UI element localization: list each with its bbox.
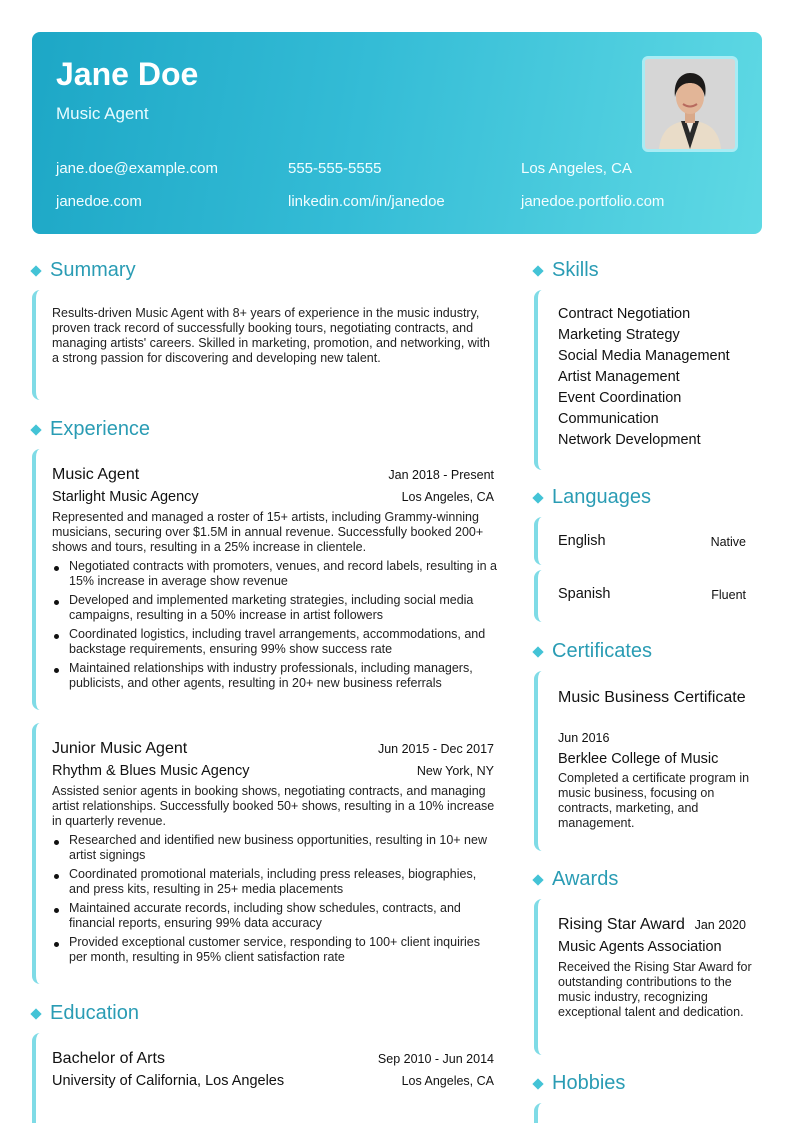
job-company: Rhythm & Blues Music Agency: [52, 763, 250, 779]
job-description: Represented and managed a roster of 15+ artists, including Grammy-winning musicians, securing over $1.5M in annual revenue. Successfully booked 200+ shows and tours, resulting in a 25% increase in clientele.: [52, 510, 484, 554]
hobbies-card: [534, 1103, 762, 1123]
list-item: Coordinated logistics, including travel arrangements, accommodations, and backstage requirements, ensuring 99% show success rate: [52, 627, 498, 657]
list-item: Developed and implemented marketing strategies, including social media campaigns, resulting in a 50% increase in artist followers: [52, 593, 498, 623]
diamond-icon: [532, 874, 543, 885]
job-bullets: [52, 833, 498, 969]
education-dates: Sep 2010 - Jun 2014: [377, 1052, 494, 1066]
awards-heading: [534, 868, 618, 891]
job-title: Music Agent: [52, 466, 140, 483]
job-dates: Jun 2015 - Dec 2017: [377, 742, 494, 756]
education-card: [32, 1033, 498, 1123]
degree-name: Bachelor of Arts: [52, 1050, 165, 1067]
hobbies-heading-label: Hobbies: [552, 1072, 626, 1094]
skills-heading: [534, 259, 599, 282]
language-name: English: [558, 533, 606, 549]
profile-photo: [642, 56, 738, 152]
candidate-name: Jane Doe: [56, 56, 199, 92]
job-location: New York, NY: [416, 764, 494, 778]
diamond-icon: [30, 424, 41, 435]
linkedin-link[interactable]: linkedin.com/in/janedoe: [288, 193, 445, 210]
certificate-issuer: Berklee College of Music: [558, 751, 719, 767]
skills-heading-label: Skills: [552, 259, 599, 281]
skill-item: Network Development: [558, 432, 701, 448]
experience-heading-label: Experience: [50, 418, 151, 440]
email-link[interactable]: jane.doe@example.com: [56, 160, 218, 177]
award-description: Received the Rising Star Award for outstanding contributions to the music industry, recognizing exceptional talent and dedication.: [558, 960, 752, 1019]
job-company: Starlight Music Agency: [52, 489, 199, 505]
awards-heading-label: Awards: [552, 868, 619, 890]
education-heading: [32, 1002, 139, 1025]
summary-card: [32, 290, 498, 400]
skill-item: Social Media Management: [558, 348, 730, 364]
language-card-english: [534, 517, 762, 565]
certificates-heading-label: Certificates: [552, 640, 653, 662]
summary-text: Results-driven Music Agent with 8+ years of experience in the music industry, proven track record of successfully booking tours, negotiating contracts, and managing artists' careers. Skilled in marketing, promotion, and networking, with a strong passion for discovering and developing new talent.: [52, 306, 491, 365]
diamond-icon: [532, 492, 543, 503]
award-card: [534, 899, 762, 1055]
portrait-image: [645, 59, 735, 149]
job-dates: Jan 2018 - Present: [388, 468, 494, 482]
phone-number[interactable]: 555-555-5555: [288, 160, 382, 177]
skill-item: Artist Management: [558, 369, 680, 385]
skills-card: [534, 290, 762, 470]
certificate-description: Completed a certificate program in music business, focusing on contracts, marketing, and management.: [558, 771, 750, 830]
job-location: Los Angeles, CA: [401, 490, 494, 504]
certificate-card: [534, 671, 762, 851]
job-bullets: [52, 559, 498, 695]
list-item: Maintained accurate records, including show schedules, contracts, and financial reports, ensuring 99% data accuracy: [52, 901, 498, 931]
job-title: Junior Music Agent: [52, 740, 188, 757]
experience-card-2: [32, 723, 498, 984]
summary-heading-label: Summary: [50, 259, 136, 281]
candidate-title: Music Agent: [56, 104, 149, 123]
languages-heading-label: Languages: [552, 486, 651, 508]
diamond-icon: [532, 1078, 543, 1089]
list-item: Coordinated promotional materials, including press releases, biographies, and press kits, resulting in 25+ media placements: [52, 867, 498, 897]
school-name: University of California, Los Angeles: [52, 1073, 285, 1089]
website-link[interactable]: janedoe.com: [56, 193, 142, 210]
hobbies-heading: [534, 1072, 625, 1095]
diamond-icon: [30, 1008, 41, 1019]
list-item: Maintained relationships with industry professionals, including managers, publicists, and other agents, resulting in 20+ new business referrals: [52, 661, 498, 691]
language-card-spanish: [534, 570, 762, 622]
location-text: Los Angeles, CA: [521, 160, 632, 177]
education-heading-label: Education: [50, 1002, 139, 1024]
list-item: Researched and identified new business opportunities, resulting in 10+ new artist signings: [52, 833, 498, 863]
languages-heading: [534, 486, 651, 509]
skill-item: Marketing Strategy: [558, 327, 680, 343]
list-item: Negotiated contracts with promoters, venues, and record labels, resulting in a 15% increase in average show revenue: [52, 559, 498, 589]
skill-item: Contract Negotiation: [558, 306, 691, 322]
skill-item: Event Coordination: [558, 390, 682, 406]
award-name: Rising Star Award: [558, 916, 685, 933]
diamond-icon: [532, 265, 543, 276]
summary-heading: [32, 259, 136, 282]
skill-item: Communication: [558, 411, 659, 427]
list-item: Provided exceptional customer service, responding to 100+ client inquiries per month, resulting in 95% client satisfaction rate: [52, 935, 498, 965]
school-location: Los Angeles, CA: [401, 1074, 494, 1088]
certificate-name: Music Business Certificate: [558, 689, 746, 706]
diamond-icon: [532, 646, 543, 657]
portfolio-link[interactable]: janedoe.portfolio.com: [521, 193, 665, 210]
language-level: Native: [710, 535, 746, 549]
resume-header: [32, 32, 762, 234]
certificates-heading: [534, 640, 652, 663]
language-level: Fluent: [711, 588, 746, 602]
experience-heading: [32, 418, 150, 441]
job-description: Assisted senior agents in booking shows, negotiating contracts, and managing artist relationships. Successfully booked 50+ shows, resulting in a 10% increase in quarterly revenue.: [52, 784, 495, 828]
award-issuer: Music Agents Association: [558, 939, 722, 955]
award-date: Jan 2020: [694, 918, 746, 932]
certificate-date: Jun 2016: [558, 731, 610, 745]
language-name: Spanish: [558, 586, 611, 602]
experience-card-1: [32, 449, 498, 710]
diamond-icon: [30, 265, 41, 276]
